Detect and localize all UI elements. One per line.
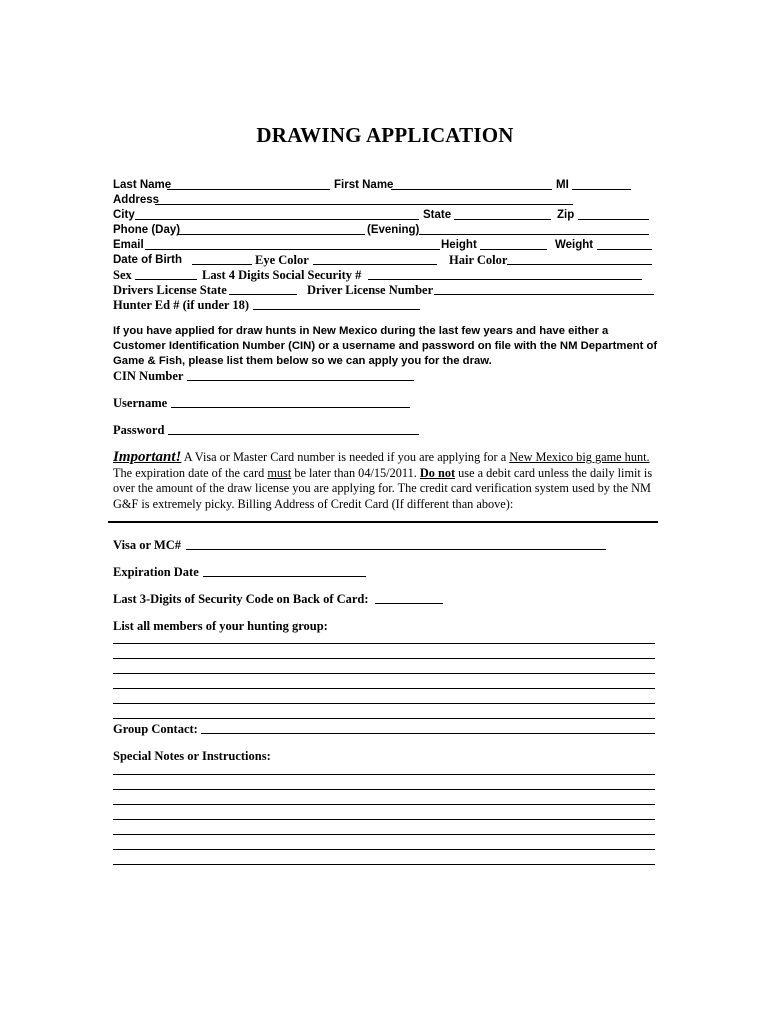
cin-number-label: CIN Number bbox=[113, 369, 184, 383]
notes-line-7[interactable] bbox=[113, 864, 655, 865]
email-row bbox=[113, 238, 658, 252]
phone-evening-field[interactable] bbox=[419, 234, 649, 235]
dob-row bbox=[113, 253, 658, 267]
first-name-field[interactable] bbox=[391, 189, 552, 190]
sex-field[interactable] bbox=[135, 279, 197, 280]
city-field[interactable] bbox=[135, 219, 419, 220]
special-notes-label: Special Notes or Instructions: bbox=[113, 749, 271, 763]
username-field[interactable] bbox=[171, 407, 410, 408]
sex-row bbox=[113, 268, 658, 282]
page-title: DRAWING APPLICATION bbox=[256, 123, 514, 147]
phone-day-label: Phone (Day) bbox=[113, 224, 181, 236]
hunter-ed-row bbox=[113, 298, 658, 312]
phone-day-field[interactable] bbox=[177, 234, 365, 235]
credit-card-notice bbox=[113, 450, 658, 512]
eye-color-field[interactable] bbox=[313, 264, 437, 265]
last-name-label: Last Name bbox=[113, 179, 172, 191]
group-member-line-1[interactable] bbox=[113, 643, 655, 644]
city-label: City bbox=[113, 209, 135, 221]
password-field[interactable] bbox=[168, 434, 419, 435]
group-contact-row bbox=[113, 722, 658, 736]
last-name-field[interactable] bbox=[167, 189, 330, 190]
phone-evening-label: (Evening) bbox=[367, 224, 420, 236]
important-label: Important! bbox=[113, 449, 182, 465]
dl-number-field[interactable] bbox=[434, 294, 654, 295]
dob-label: Date of Birth bbox=[113, 254, 182, 266]
cin-number-field[interactable] bbox=[187, 380, 414, 381]
hunter-ed-field[interactable] bbox=[253, 309, 420, 310]
visa-row bbox=[113, 538, 658, 552]
name-row bbox=[113, 178, 658, 192]
visa-mc-label: Visa or MC# bbox=[113, 538, 182, 552]
weight-label: Weight bbox=[555, 239, 594, 251]
address-field[interactable] bbox=[155, 204, 573, 205]
visa-mc-field[interactable] bbox=[186, 549, 606, 550]
group-member-line-5[interactable] bbox=[113, 703, 655, 704]
notes-line-1[interactable] bbox=[113, 774, 655, 775]
zip-field[interactable] bbox=[578, 219, 649, 220]
email-label: Email bbox=[113, 239, 144, 251]
cin-row bbox=[113, 369, 658, 383]
notice-text-7: use a debit card unless the daily limit is over the amount of the draw license you are applying for. The credit card verification system used by the NM G&F is extremely picky. Billing Address of Credit Card (If different than above): bbox=[113, 465, 653, 511]
ssn-label: Last 4 Digits Social Security # bbox=[202, 268, 362, 282]
notice-text-3: The expiration date of the card bbox=[113, 465, 268, 480]
notice-text-5: be later than 04/15/2011. bbox=[291, 465, 420, 480]
security-code-field[interactable] bbox=[375, 603, 443, 604]
group-members-label: List all members of your hunting group: bbox=[113, 619, 328, 633]
email-field[interactable] bbox=[145, 249, 440, 250]
sex-label: Sex bbox=[113, 268, 132, 282]
zip-label: Zip bbox=[557, 209, 575, 221]
notes-line-5[interactable] bbox=[113, 834, 655, 835]
cin-instructions: If you have applied for draw hunts in New Mexico during the last few years and have either a Customer Identification Number (CIN) or a username and password on file with the NM Department of Game & Fish, please list them below so we can apply you for the draw. bbox=[113, 325, 658, 367]
height-field[interactable] bbox=[480, 249, 547, 250]
hair-color-label: Hair Color bbox=[449, 253, 508, 267]
security-code-row bbox=[113, 592, 658, 606]
phone-row bbox=[113, 223, 658, 237]
hair-color-field[interactable] bbox=[507, 264, 652, 265]
dl-state-label: Drivers License State bbox=[113, 283, 227, 297]
username-row bbox=[113, 396, 658, 410]
group-contact-field[interactable] bbox=[201, 733, 655, 734]
first-name-label: First Name bbox=[334, 179, 394, 191]
dob-field[interactable] bbox=[192, 264, 252, 265]
password-row bbox=[113, 423, 658, 437]
expiration-row bbox=[113, 565, 658, 579]
dl-number-label: Driver License Number bbox=[307, 283, 434, 297]
notice-text-1: A Visa or Master Card number is needed if you are applying for a bbox=[181, 450, 510, 464]
group-member-line-6[interactable] bbox=[113, 718, 655, 719]
dl-state-field[interactable] bbox=[229, 294, 297, 295]
state-label: State bbox=[423, 209, 452, 221]
group-member-line-2[interactable] bbox=[113, 658, 655, 659]
special-notes-row bbox=[113, 749, 658, 763]
notice-text-2: New Mexico big game hunt. bbox=[509, 450, 650, 464]
state-field[interactable] bbox=[454, 219, 551, 220]
ssn-field[interactable] bbox=[368, 279, 642, 280]
notes-line-3[interactable] bbox=[113, 804, 655, 805]
notes-line-6[interactable] bbox=[113, 849, 655, 850]
city-row bbox=[113, 208, 658, 222]
group-contact-label: Group Contact: bbox=[113, 722, 198, 736]
section-divider bbox=[108, 521, 658, 523]
group-member-line-3[interactable] bbox=[113, 673, 655, 674]
notice-text-4: must bbox=[267, 465, 292, 480]
username-label: Username bbox=[113, 396, 168, 410]
address-row bbox=[113, 193, 658, 207]
eye-color-label: Eye Color bbox=[255, 253, 309, 267]
mi-label: MI bbox=[556, 179, 569, 191]
notes-line-4[interactable] bbox=[113, 819, 655, 820]
group-member-line-4[interactable] bbox=[113, 688, 655, 689]
security-code-label: Last 3-Digits of Security Code on Back of Card: bbox=[113, 592, 369, 606]
notice-text-6: Do not bbox=[419, 465, 456, 480]
expiration-label: Expiration Date bbox=[113, 565, 199, 579]
weight-field[interactable] bbox=[597, 249, 652, 250]
height-label: Height bbox=[441, 239, 477, 251]
expiration-field[interactable] bbox=[203, 576, 366, 577]
notes-line-2[interactable] bbox=[113, 789, 655, 790]
address-label: Address bbox=[113, 194, 160, 206]
group-members-row bbox=[113, 619, 658, 633]
drivers-license-row bbox=[113, 283, 658, 297]
password-label: Password bbox=[113, 423, 165, 437]
mi-field[interactable] bbox=[572, 189, 631, 190]
hunter-ed-label: Hunter Ed # (if under 18) bbox=[113, 298, 250, 312]
